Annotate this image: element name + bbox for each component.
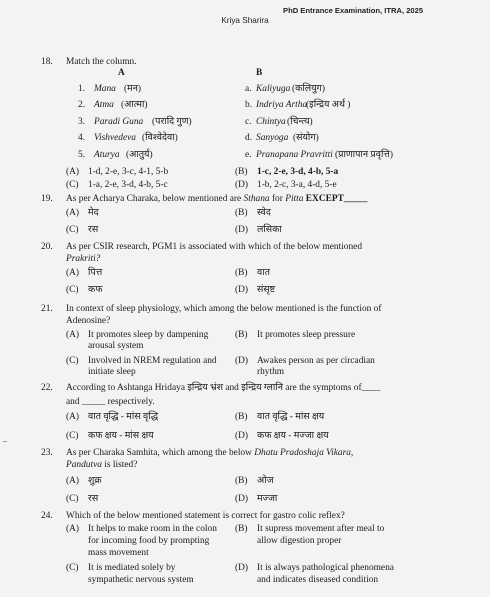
option-label: (C) xyxy=(66,225,79,235)
option-text: Awakes person as per circadian xyxy=(257,356,375,366)
option-text: It promotes sleep pressure xyxy=(257,330,356,340)
question-text: As per CSIR research, PGM1 is associated with which of the below mentioned xyxy=(66,242,363,252)
option-label: (D) xyxy=(235,285,249,295)
option-text: रस xyxy=(88,225,99,235)
margin-mark xyxy=(3,441,7,442)
option-text-cont: for incoming food by prompting xyxy=(88,536,210,546)
question-text-cont: and _____ respectively. xyxy=(66,397,155,407)
question-text-cont: Pandutva is listed? xyxy=(66,460,138,470)
column-a-heading: A xyxy=(118,68,125,78)
option-label: (C) xyxy=(66,180,79,190)
question-number: 20. xyxy=(41,242,53,252)
option-text-cont: initiate sleep xyxy=(88,367,136,377)
option-label: (A) xyxy=(66,524,80,534)
option-label: (C) xyxy=(66,356,79,366)
question-number: 19. xyxy=(41,194,53,204)
option-label: (C) xyxy=(66,285,79,295)
option-text: कफ xyxy=(88,285,103,295)
question-number: 21. xyxy=(41,304,53,314)
option-text: ओज xyxy=(257,476,274,486)
option-text: It supress movement after meal to xyxy=(257,524,385,534)
question-text: As per Charaka Samhita, which among the below Dhatu Pradoshaja Vikara, xyxy=(66,448,354,458)
option-label: (D) xyxy=(235,180,249,190)
question-number: 23. xyxy=(41,448,53,458)
column-b-heading: B xyxy=(256,68,263,78)
option-text-cont: and indicates diseased condition xyxy=(257,575,379,585)
option-label: (D) xyxy=(235,431,249,441)
option-text: 1-b, 2-c, 3-a, 4-d, 5-e xyxy=(257,180,337,190)
option-text: कफ क्षय - मांस क्षय xyxy=(88,431,154,441)
option-text: It is mediated solely by xyxy=(88,563,176,573)
question-number: 18. xyxy=(41,57,53,67)
subject-title: Kriya Sharira xyxy=(221,16,269,25)
question-number: 22. xyxy=(41,383,53,393)
option-label: (B) xyxy=(235,268,248,278)
option-text: कफ क्षय - मज्जा क्षय xyxy=(257,431,329,441)
option-text: लसिका xyxy=(257,225,282,235)
option-label: (B) xyxy=(235,208,248,218)
option-label: (B) xyxy=(235,412,248,422)
option-label: (D) xyxy=(235,225,249,235)
option-text: वात xyxy=(257,268,270,278)
question-text-cont: Prakriti? xyxy=(66,254,101,264)
question-text: In context of sleep physiology, which among the below mentioned is the function of xyxy=(66,304,382,314)
exam-title: PhD Entrance Examination, ITRA, 2025 xyxy=(283,6,424,15)
option-label: (D) xyxy=(235,563,249,573)
option-text: It helps to make room in the colon xyxy=(88,524,217,534)
exam-page: PhD Entrance Examination, ITRA, 2025 Kriya Sharira 18. Match the column. A B 1. Mana (मन) 2. Atma (आत्मा) 3. Paradi Guna (परादि गुण) 4. Vishvedeva (विश्वेदेवा) 5. Aturya (आतुर्य) a. Kaliyuga (कलियुग) b. Indriya Artha (इन्द्रिय अर्थ ) c. Chintya (चिन्त्य) d. Sanyoga (संयोग) e. Pranapana Pravritti (प्राणापान प्रवृत्ति) (A) 1-d, 2-e, 3-c, 4-1, 5-b (B) 1-c, 2-e, 3-d, 4-b, 5-a (C) 1-a, 2-e, 3-d, 4-b, 5-c (D) 1-b, 2-c, 3-a, 4-d, 5-e 19. As per Acharya Charaka, below mentioned are Sthana for Pitta EXCEPT_____ (A) मेद (B) स्वेद (C) रस (D) लसिका 20. As per CSIR research, PGM1 is associated with which of the below mentioned Prakriti? (A) पित्त (B) वात (C) कफ (D) संसृष्ट 21. In context of sleep physiology, which among the below mentioned is the function of Adenosine? (A) It promotes sleep by dampening arousal system (B) It promotes sleep pressure (C) Involved in NREM regulation and initiate sleep (D) Awakes person as per circadian rhythm 22. According to Ashtanga Hridaya इन्द्रिय भ्रंश and इन्द्रिय ग्लानि are the symptoms of____ and _____ respectively. (A) वात वृद्धि - मांस वृद्धि (B) वात वृद्धि - मांस क्षय (C) कफ क्षय - मांस क्षय (D) कफ क्षय - मज्जा क्षय 23. As per Charaka Samhita, which among the below Dhatu Pradoshaja Vikara, Pandutva is listed? (A) शुक्र (B) ओज (C) रस (D) मज्जा 24. Which of the below mentioned statement is correct for gastro colic reflex? (A) It helps to make room in the colon for incoming food by prompting mass movement (B) It supress movement after meal to allow digestion proper (C) It is mediated solely by sympathetic nervous system (D) It is always pathological phenomena and indicates diseased condition xyxy=(0,0,490,597)
option-label: (A) xyxy=(66,412,80,422)
option-text: संसृष्ट xyxy=(257,285,276,295)
question-text-cont: Adenosine? xyxy=(66,316,111,326)
option-label: (C) xyxy=(66,563,79,573)
option-text: 1-c, 2-e, 3-d, 4-b, 5-a xyxy=(257,167,339,177)
option-label: (B) xyxy=(235,524,248,534)
option-text: स्वेद xyxy=(257,208,271,218)
option-label: (D) xyxy=(235,356,249,366)
question-text: Match the column. xyxy=(66,57,137,67)
option-label: (A) xyxy=(66,476,80,486)
option-text-cont: rhythm xyxy=(257,367,285,377)
option-text: मज्जा xyxy=(257,494,278,504)
option-text: It is always pathological phenomena xyxy=(257,563,394,573)
option-text-cont: sympathetic nervous system xyxy=(88,575,194,585)
option-text: वात वृद्धि - मांस क्षय xyxy=(257,412,325,422)
option-text-cont: mass movement xyxy=(88,548,149,558)
option-text-cont: arousal system xyxy=(88,341,144,351)
option-label: (D) xyxy=(235,494,249,504)
option-label: (A) xyxy=(66,330,80,340)
option-text: रस xyxy=(88,494,99,504)
option-label: (C) xyxy=(66,431,79,441)
question-text: Which of the below mentioned statement is correct for gastro colic reflex? xyxy=(66,511,345,521)
option-label: (C) xyxy=(66,494,79,504)
option-text: Involved in NREM regulation and xyxy=(88,356,217,366)
option-text: पित्त xyxy=(88,268,103,278)
option-text: 1-a, 2-e, 3-d, 4-b, 5-c xyxy=(88,180,168,190)
option-label: (A) xyxy=(66,167,80,177)
option-text: 1-d, 2-e, 3-c, 4-1, 5-b xyxy=(88,167,169,177)
option-label: (B) xyxy=(235,330,248,340)
option-text: वात वृद्धि - मांस वृद्धि xyxy=(88,412,159,422)
option-label: (A) xyxy=(66,208,80,218)
option-text-cont: allow digestion proper xyxy=(257,536,342,546)
option-text: मेद xyxy=(88,208,99,218)
question-number: 24. xyxy=(41,511,53,521)
option-text: शुक्र xyxy=(88,476,102,486)
option-label: (B) xyxy=(235,167,248,177)
option-label: (A) xyxy=(66,268,80,278)
option-label: (B) xyxy=(235,476,248,486)
option-text: It promotes sleep by dampening xyxy=(88,330,209,340)
question-text: According to Ashtanga Hridaya इन्द्रिय भ्रंश and इन्द्रिय ग्लानि are the symptoms of____ xyxy=(66,383,381,393)
question-text: As per Acharya Charaka, below mentioned are Sthana for Pitta EXCEPT_____ xyxy=(66,194,368,204)
